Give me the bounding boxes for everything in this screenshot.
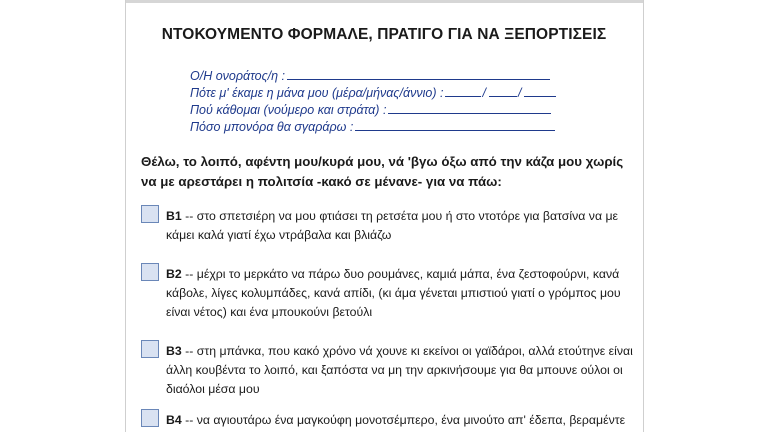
count-input-line[interactable] <box>355 119 555 131</box>
option-description: -- στο σπετσιέρη να μου φτιάσει τη ρετσέτα μου ή στο ντοτόρε για βατσίνα να με κάμει καλά γιατί έχω ντράβαλα και βλιάζω <box>166 209 619 242</box>
option-description: -- στη μπάνκα, που κακό χρόνο νά χουνε κι εκείνοι οι γαϊδάροι, αλλά ετούτηνε είναι άλλη κουβέντα το λοιπό, και ξαπόστα να μη την αρκινήσουμε για θα μπουνε ούλοι οι διαόλοι μέσα μου <box>166 344 633 396</box>
birth-date-label: Πότε μ' έκαμε η μάνα μου (μέρα/μήνας/άννιο) : <box>190 86 444 100</box>
option-code: B3 <box>166 344 182 358</box>
date-separator: / <box>482 86 486 100</box>
option-text <box>166 207 641 245</box>
intro-paragraph: Θέλω, το λοιπό, αφέντη μου/κυρά μου, νά 'βγω όξω από την κάζα μου χωρίς να με αρεστάρει η πολιτσία -κακό σε μένανε- για να πάω: <box>141 154 624 189</box>
name-label: Ο/Η ονοράτος/η : <box>190 69 286 83</box>
document-title: ΝΤΟΚΟΥΜΕΝΤΟ ΦΟΡΜΑΛΕ, ΠΡΑΤΙΓΟ ΓΙΑ ΝΑ ΞΕΠΟΡΤΙΣΕΙΣ <box>161 26 607 43</box>
count-field[interactable] <box>190 119 555 135</box>
option-text <box>166 411 641 430</box>
option-checkbox[interactable] <box>141 205 159 223</box>
birth-month-input-line[interactable] <box>489 85 517 97</box>
birth-day-input-line[interactable] <box>445 85 481 97</box>
option-text <box>166 265 641 321</box>
name-input-line[interactable] <box>287 68 550 80</box>
page-left-edge <box>125 0 126 432</box>
option-code: B2 <box>166 267 182 281</box>
option-description: -- μέχρι το μερκάτο να πάρω δυο ρουμάνες, καμιά μάπα, ένα ζεστοφούρνι, κανά κάβολε, λίγες κολυμπάδες, κανά απίδι, (κι άμα γένεται μπιστιού γιατί ο γρόμπος μου είναι νέτος) και ένα μπουκούνι βετούλι <box>166 267 621 319</box>
name-field[interactable] <box>190 68 550 84</box>
option-checkbox[interactable] <box>141 409 159 427</box>
option-code: B4 <box>166 413 182 427</box>
option-checkbox[interactable] <box>141 340 159 358</box>
page-right-edge <box>643 0 644 432</box>
birth-year-input-line[interactable] <box>524 85 556 97</box>
option-description: -- να αγιουτάρω ένα μαγκούφη μονοτσέμπερο, ένα μινούτο απ' έδεπα, βεραμέντε <box>185 413 626 427</box>
date-separator: / <box>517 86 522 100</box>
option-checkbox[interactable] <box>141 263 159 281</box>
address-label: Πού κάθομαι (νούμερο και στράτα) : <box>190 103 387 117</box>
birth-date-field[interactable] <box>190 85 556 101</box>
count-label: Πόσο μπονόρα θα σγαράρω : <box>190 120 354 134</box>
address-field[interactable] <box>190 102 551 118</box>
page-top-edge <box>125 0 643 3</box>
address-input-line[interactable] <box>388 102 551 114</box>
option-code: B1 <box>166 209 182 223</box>
option-text <box>166 342 641 398</box>
